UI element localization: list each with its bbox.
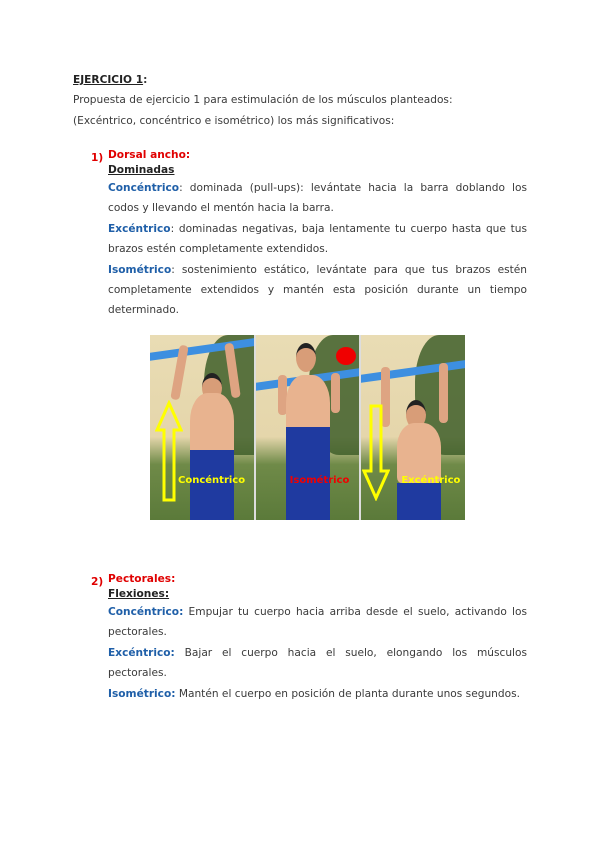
intro-line-1: Propuesta de ejercicio 1 para estimulación de los músculos planteados: — [73, 94, 453, 107]
page-title: EJERCICIO 1 — [73, 74, 144, 86]
isometric-description: Isométrico: Mantén el cuerpo en posición de planta durante unos segundos. — [108, 687, 520, 700]
down-arrow-icon — [362, 403, 390, 501]
intro-line-2: (Excéntrico, concéntrico e isométrico) los más significativos: — [73, 114, 395, 127]
pullup-photo-collage — [150, 335, 465, 520]
exercise-header — [73, 70, 533, 131]
muscle-heading: Dorsal ancho: — [108, 149, 191, 161]
red-dot-marker — [336, 347, 356, 365]
eccentric-description: Excéntrico: dominadas negativas, baja lentamente tu cuerpo hasta que tus brazos estén completamente extendidos. — [108, 222, 527, 256]
exercise-heading: Flexiones: — [108, 588, 170, 600]
section-number: 1) — [91, 152, 104, 164]
isometric-description: Isométrico: sostenimiento estático, levántate para que tus brazos estén completamente extendidos y mantén esta posición durante un tiempo determinado. — [108, 263, 527, 317]
photo-label-eccentric: Excéntrico — [401, 475, 461, 486]
photo-label-concentric: Concéntrico — [178, 475, 246, 486]
title-colon: : — [143, 74, 148, 86]
section-number: 2) — [91, 576, 104, 588]
photo-label-isometric: Isométrico — [289, 475, 350, 486]
concentric-description: Concéntrico: dominada (pull-ups): levántate hacia la barra doblando los codos y llevando el mentón hacia la barra. — [108, 182, 527, 215]
photo-panel-concentric — [150, 335, 254, 520]
exercise-heading: Dominadas — [108, 164, 175, 176]
photo-panel-isometric — [256, 335, 360, 520]
eccentric-description: Excéntrico: Bajar el cuerpo hacia el suelo, elongando los músculos pectorales. — [108, 646, 527, 680]
section-dorsal — [91, 148, 527, 321]
photo-panel-eccentric — [361, 335, 465, 520]
up-arrow-icon — [155, 400, 183, 505]
section-pectorales — [91, 572, 527, 704]
muscle-heading: Pectorales: — [108, 573, 176, 585]
concentric-description: Concéntrico: Empujar tu cuerpo hacia arriba desde el suelo, activando los pectorales. — [108, 606, 527, 639]
